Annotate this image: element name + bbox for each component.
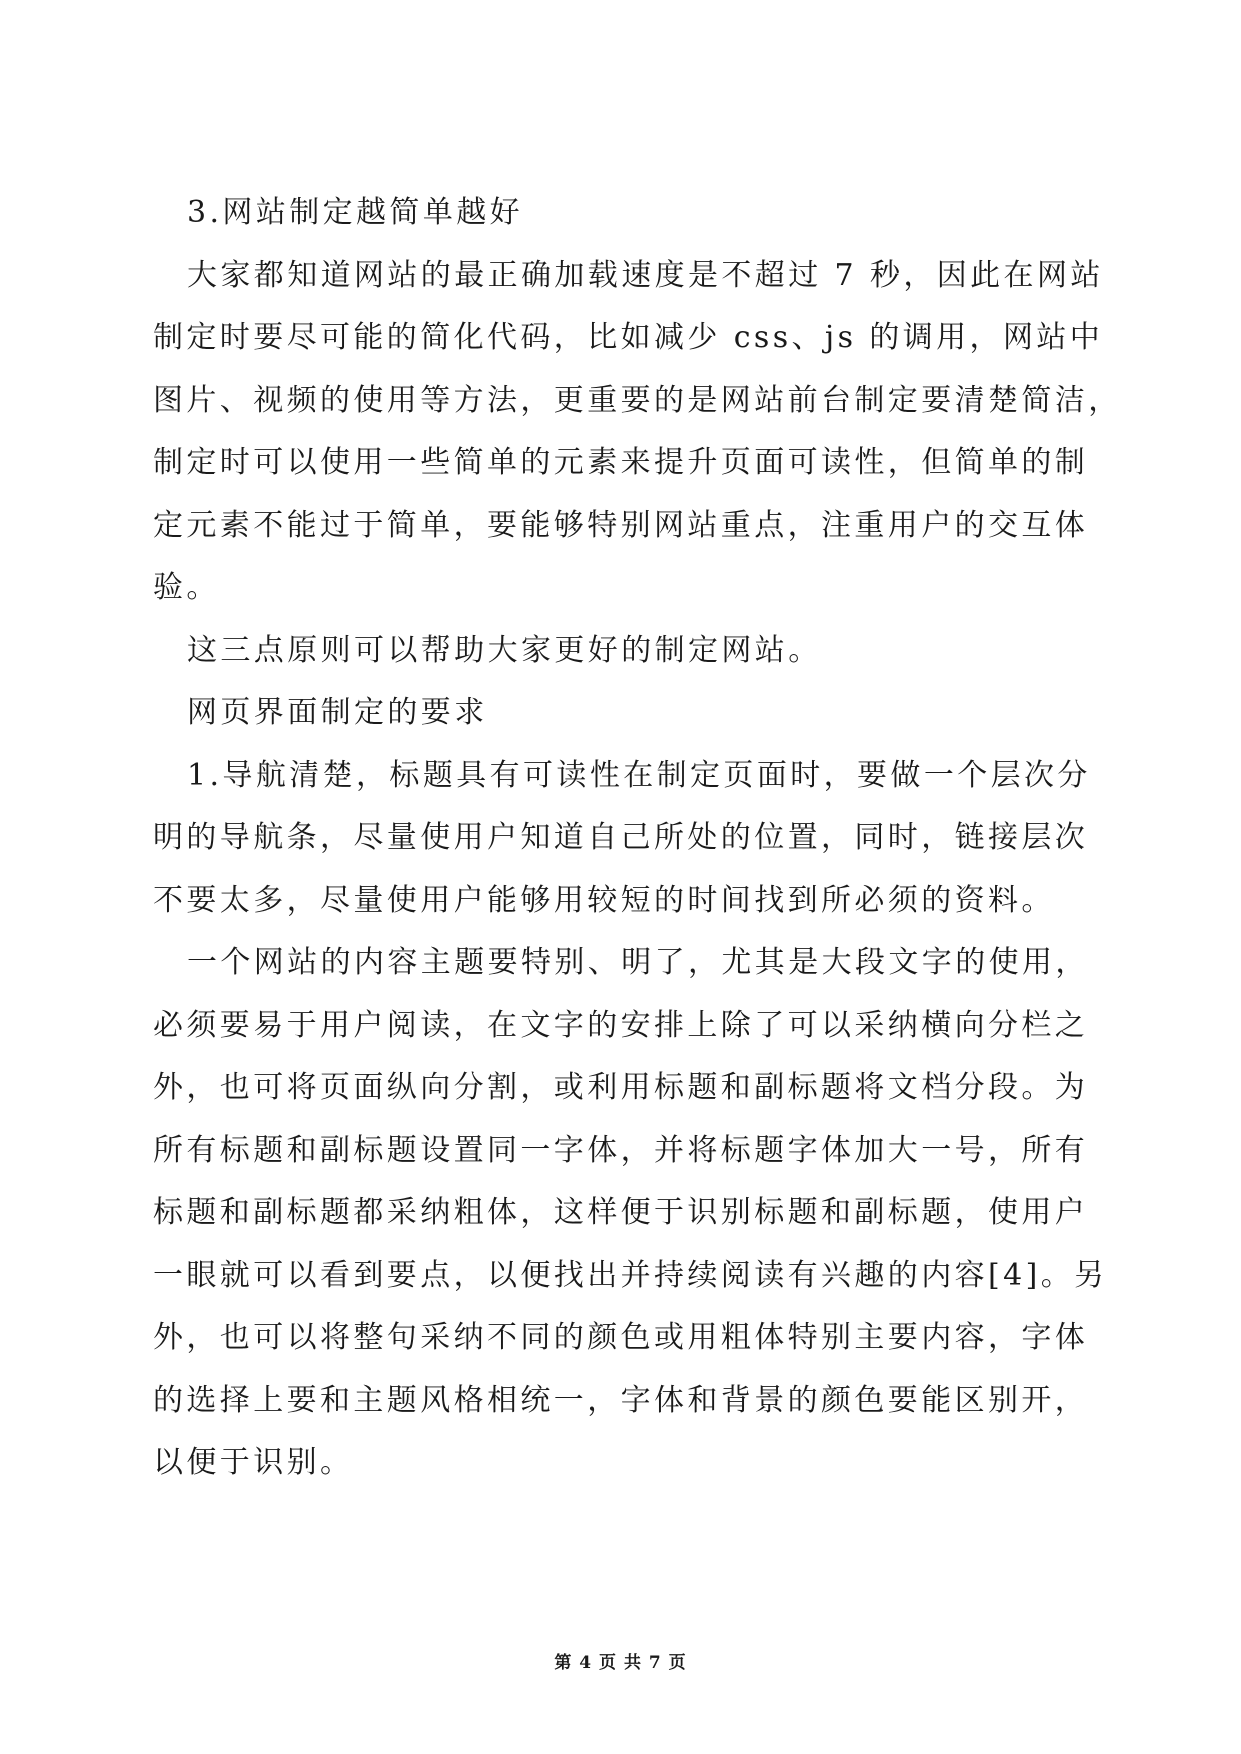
paragraph-line: 1.导航清楚，标题具有可读性在制定页面时，要做一个层次分 xyxy=(187,757,1091,793)
paragraph-line: 的选择上要和主题风格相统一，字体和背景的颜色要能区别开， xyxy=(153,1382,1089,1418)
paragraph-line: 定元素不能过于简单，要能够特别网站重点，注重用户的交互体 xyxy=(153,507,1089,543)
paragraph-line: 制定时可以使用一些简单的元素来提升页面可读性，但简单的制 xyxy=(153,445,1089,480)
paragraph-line: 外，也可以将整句采纳不同的颜色或用粗体特别主要内容，字体 xyxy=(153,1320,1089,1355)
paragraph-line: 验。 xyxy=(153,570,220,605)
paragraph-line: 明的导航条，尽量使用户知道自己所处的位置，同时，链接层次 xyxy=(153,820,1089,855)
page-number-footer: 第 4 页 共 7 页 xyxy=(554,1653,687,1673)
paragraph-line: 外，也可将页面纵向分割，或利用标题和副标题将文档分段。为 xyxy=(153,1070,1089,1105)
paragraph-line: 不要太多，尽量使用户能够用较短的时间找到所必须的资料。 xyxy=(153,882,1055,918)
paragraph-line: 标题和副标题都采纳粗体，这样便于识别标题和副标题，使用户 xyxy=(153,1195,1089,1230)
paragraph-line: 必须要易于用户阅读，在文字的安排上除了可以采纳横向分栏之 xyxy=(153,1007,1089,1043)
paragraph-line: 大家都知道网站的最正确加载速度是不超过 7 秒，因此在网站 xyxy=(187,257,1104,293)
paragraph-line: 这三点原则可以帮助大家更好的制定网站。 xyxy=(187,632,822,668)
section-heading-3: 3.网站制定越简单越好 xyxy=(187,195,524,230)
paragraph-line: 所有标题和副标题设置同一字体，并将标题字体加大一号，所有 xyxy=(153,1132,1089,1168)
section-heading: 网页界面制定的要求 xyxy=(187,695,488,730)
paragraph-line: 一眼就可以看到要点，以便找出并持续阅读有兴趣的内容[4]。另 xyxy=(153,1257,1108,1293)
paragraph-line: 图片、视频的使用等方法，更重要的是网站前台制定要清楚简洁， xyxy=(153,382,1122,418)
paragraph-line: 以便于识别。 xyxy=(153,1445,354,1480)
paragraph-line: 制定时要尽可能的简化代码，比如减少 css、js 的调用，网站中 xyxy=(153,320,1104,355)
paragraph-line: 一个网站的内容主题要特别、明了，尤其是大段文字的使用， xyxy=(187,945,1089,980)
document-body xyxy=(153,182,1122,1495)
